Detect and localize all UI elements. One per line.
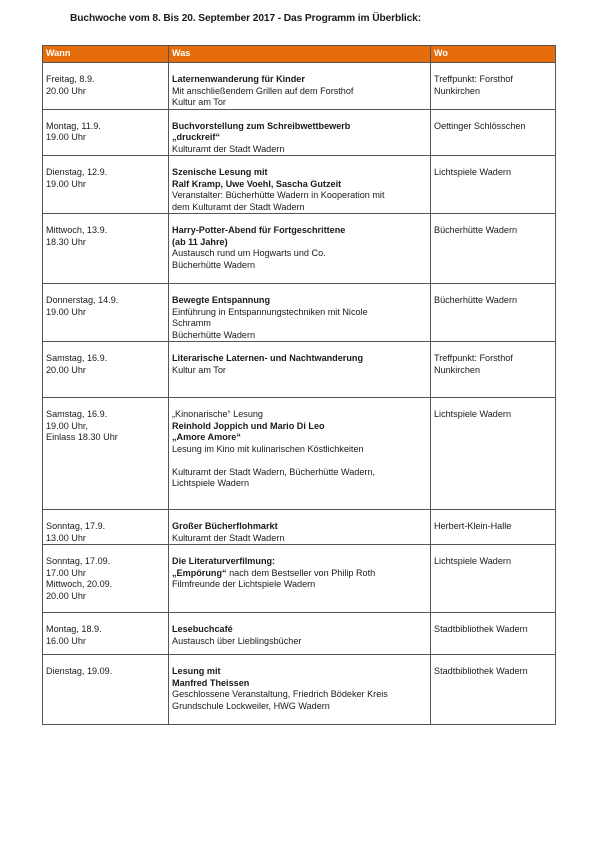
location-text: Lichtspiele Wadern	[434, 409, 511, 419]
cell-wo	[431, 545, 556, 613]
date-time-text: Samstag, 16.9.	[46, 409, 108, 419]
cell-wo	[431, 63, 556, 110]
table-row	[43, 214, 556, 284]
date-time-text: 20.00 Uhr	[46, 364, 86, 375]
event-title: Bewegte Entspannung	[172, 295, 271, 305]
date-time-text: Dienstag, 12.9.	[46, 167, 108, 177]
cell-wo	[431, 613, 556, 655]
cell-wo	[431, 398, 556, 510]
cell-wo	[431, 655, 556, 725]
date-time-text: 19.00 Uhr,	[46, 420, 88, 431]
cell-wo	[431, 510, 556, 545]
cell-was	[169, 545, 431, 613]
header-wo: Wo	[431, 46, 556, 63]
event-description: Mit anschließendem Grillen auf dem Forsthof	[172, 85, 354, 96]
header-was: Was	[169, 46, 431, 63]
table-row	[43, 156, 556, 214]
event-subtitle-bold: „Empörung“	[172, 567, 227, 578]
page-title: Buchwoche vom 8. Bis 20. September 2017 - Das Programm im Überblick:	[70, 13, 422, 24]
location-text: Bücherhütte Wadern	[434, 295, 518, 305]
cell-was	[169, 156, 431, 214]
cell-wann	[43, 214, 169, 284]
event-title: Die Literaturverfilmung:	[172, 556, 276, 566]
date-time-text: Montag, 11.9.	[46, 120, 101, 131]
event-subtitle-rest: nach dem Bestseller von Philip Roth	[226, 567, 376, 578]
cell-wann	[43, 613, 169, 655]
cell-wann	[43, 63, 169, 110]
date-time-text: Sonntag, 17.09.	[46, 556, 111, 566]
location-text: Nunkirchen	[434, 364, 480, 375]
event-description: Bücherhütte Wadern	[172, 329, 256, 340]
event-title: Großer Bücherflohmarkt	[172, 521, 278, 531]
cell-wo	[431, 214, 556, 284]
location-text: Stadtbibliothek Wadern	[434, 624, 528, 634]
table-row	[43, 655, 556, 725]
event-description: Austausch über Lieblingsbücher	[172, 635, 302, 646]
table-row	[43, 545, 556, 613]
table-header-row	[43, 46, 556, 63]
cell-wo	[431, 284, 556, 342]
event-title: Reinhold Joppich und Mario Di Leo	[172, 420, 325, 431]
cell-was	[169, 63, 431, 110]
cell-was	[169, 109, 431, 156]
cell-wann	[43, 109, 169, 156]
location-text: Herbert-Klein-Halle	[434, 521, 512, 531]
event-title: Laternenwanderung für Kinder	[172, 74, 305, 84]
event-description	[172, 455, 427, 467]
event-title: Szenische Lesung mit	[172, 167, 268, 177]
event-title: Buchvorstellung zum Schreibwettbewerb	[172, 120, 351, 131]
date-time-text: 13.00 Uhr	[46, 532, 86, 543]
date-time-text: Samstag, 16.9.	[46, 353, 108, 363]
location-text: Bücherhütte Wadern	[434, 225, 518, 235]
event-title: Lesebuchcafé	[172, 624, 233, 634]
event-title: (ab 11 Jahre)	[172, 236, 228, 247]
date-time-text: 20.00 Uhr	[46, 590, 86, 601]
header-wann: Wann	[43, 46, 169, 63]
event-subtitle	[172, 568, 427, 580]
event-description: Einführung in Entspannungstechniken mit Nicole	[172, 306, 368, 317]
event-description: Kulturamt der Stadt Wadern, Bücherhütte Wadern,	[172, 466, 376, 477]
cell-was	[169, 214, 431, 284]
table-row	[43, 613, 556, 655]
event-description: Schramm	[172, 318, 211, 328]
event-description: Bücherhütte Wadern	[172, 259, 256, 270]
cell-was	[169, 284, 431, 342]
cell-was	[169, 510, 431, 545]
cell-wann	[43, 284, 169, 342]
table-row	[43, 109, 556, 156]
date-time-text: 16.00 Uhr	[46, 635, 86, 646]
date-time-text: Montag, 18.9.	[46, 624, 102, 634]
event-title: Harry-Potter-Abend für Fortgeschrittene	[172, 225, 346, 235]
event-description: Lichtspiele Wadern	[172, 478, 249, 488]
event-description: Kulturamt der Stadt Wadern	[172, 532, 285, 543]
cell-was	[169, 398, 431, 510]
event-description: Filmfreunde der Lichtspiele Wadern	[172, 579, 316, 589]
event-description: Lesung im Kino mit kulinarischen Köstlichkeiten	[172, 443, 364, 454]
location-text: Treffpunkt: Forsthof	[434, 74, 513, 84]
date-time-text: Einlass 18.30 Uhr	[46, 432, 118, 442]
location-text: Nunkirchen	[434, 85, 480, 96]
table-row	[43, 510, 556, 545]
date-time-text: 19.00 Uhr	[46, 306, 86, 317]
date-time-text: Sonntag, 17.9.	[46, 521, 106, 531]
date-time-text: Mittwoch, 20.09.	[46, 579, 113, 589]
event-description: Austausch rund um Hogwarts und Co.	[172, 248, 326, 258]
cell-was	[169, 342, 431, 398]
cell-wann	[43, 655, 169, 725]
event-title: Literarische Laternen- und Nachtwanderung	[172, 353, 363, 363]
cell-was	[169, 655, 431, 725]
event-title: „druckreif“	[172, 132, 221, 142]
event-title: Lesung mit	[172, 666, 221, 676]
cell-was	[169, 613, 431, 655]
event-description: Grundschule Lockweiler, HWG Wadern	[172, 700, 330, 711]
date-time-text: Mittwoch, 13.9.	[46, 225, 108, 235]
date-time-text: 20.00 Uhr	[46, 85, 86, 96]
table-row	[43, 63, 556, 110]
cell-wo	[431, 156, 556, 214]
cell-wann	[43, 398, 169, 510]
date-time-text: 18.30 Uhr	[46, 236, 86, 247]
cell-wann	[43, 342, 169, 398]
table-row	[43, 398, 556, 510]
location-text: Lichtspiele Wadern	[434, 167, 511, 177]
cell-wann	[43, 510, 169, 545]
cell-wo	[431, 342, 556, 398]
program-rows	[43, 63, 556, 725]
event-description: Kultur am Tor	[172, 97, 226, 107]
event-description: Kultur am Tor	[172, 364, 226, 375]
location-text: Treffpunkt: Forsthof	[434, 353, 513, 363]
event-title: Ralf Kramp, Uwe Voehl, Sascha Gutzeit	[172, 178, 342, 189]
date-time-text: 17.00 Uhr	[46, 567, 86, 578]
table-row	[43, 342, 556, 398]
event-description: Geschlossene Veranstaltung, Friedrich Bödeker Kreis	[172, 689, 388, 699]
location-text: Oettinger Schlösschen	[434, 120, 526, 131]
date-time-text: Dienstag, 19.09.	[46, 666, 113, 676]
location-text: Stadtbibliothek Wadern	[434, 666, 528, 676]
location-text: Lichtspiele Wadern	[434, 556, 511, 566]
event-title: Manfred Theissen	[172, 677, 250, 688]
date-time-text: Freitag, 8.9.	[46, 74, 95, 84]
event-pretext: „Kinonarische“ Lesung	[172, 409, 263, 419]
cell-wann	[43, 545, 169, 613]
date-time-text: 19.00 Uhr	[46, 178, 86, 189]
event-description: dem Kulturamt der Stadt Wadern	[172, 201, 305, 212]
cell-wo	[431, 109, 556, 156]
event-description: Kulturamt der Stadt Wadern	[172, 143, 285, 154]
event-title: „Amore Amore“	[172, 432, 241, 442]
date-time-text: Donnerstag, 14.9.	[46, 295, 119, 305]
cell-wann	[43, 156, 169, 214]
program-table	[42, 45, 556, 725]
event-description: Veranstalter: Bücherhütte Wadern in Kooperation mit	[172, 190, 385, 200]
date-time-text: 19.00 Uhr	[46, 132, 86, 142]
table-row	[43, 284, 556, 342]
